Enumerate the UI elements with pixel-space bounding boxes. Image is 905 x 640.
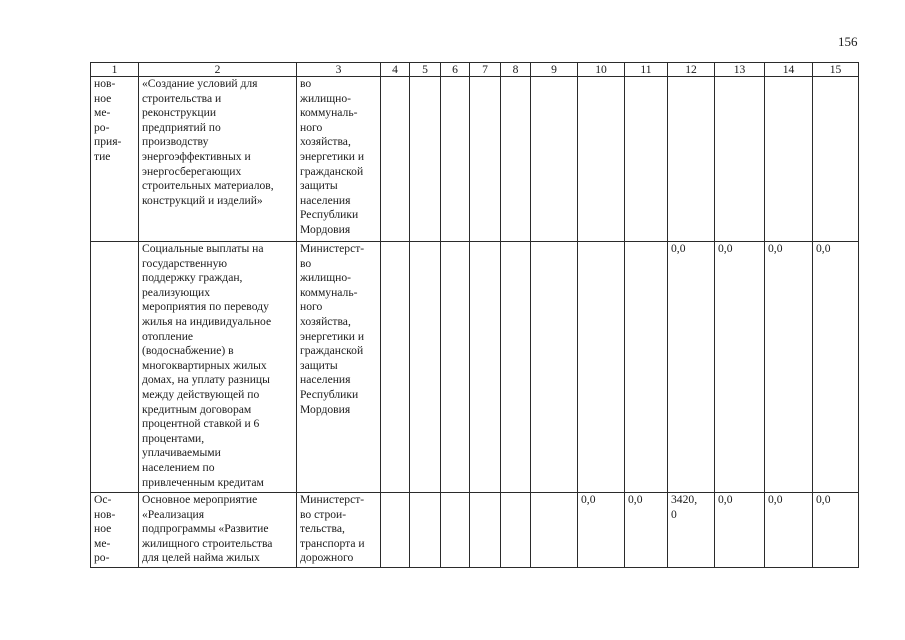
cell-value-c13: [715, 77, 765, 242]
cell-empty: [410, 493, 441, 568]
cell-text-line: подпрограммы «Развитие: [142, 522, 269, 536]
header-row: [91, 63, 859, 77]
cell-text-line: энергетики и: [300, 329, 365, 343]
cell-value-c15: [813, 77, 859, 242]
cell-value-c10: [578, 242, 625, 493]
cell-empty: [381, 77, 410, 242]
cell-text-line: государственную: [142, 256, 228, 270]
cell-text-line: транспорта и: [300, 536, 365, 550]
cell-text-line: процентной ставкой и 6: [142, 417, 260, 431]
cell-text-line: (водоснабжение) в: [142, 344, 234, 358]
cell-text-line: 0,0: [581, 493, 596, 506]
cell-text-line: 3420,: [671, 493, 698, 506]
cell-text-line: «Создание условий для: [142, 77, 258, 90]
cell-text-line: реализующих: [142, 285, 211, 299]
cell-text-line: Ос-: [94, 493, 112, 506]
cell-empty: [501, 242, 531, 493]
column-header: 14: [765, 63, 813, 77]
cell-text-line: нов-: [94, 77, 116, 90]
cell-text-line: ное: [94, 91, 112, 105]
cell-text-line: многоквартирных жилых: [142, 358, 267, 372]
cell-empty: [531, 242, 578, 493]
table-body: [91, 77, 859, 568]
cell-value-c12: [668, 242, 715, 493]
cell-text-line: ме-: [94, 536, 111, 550]
cell-text-line: 0,0: [816, 242, 831, 255]
cell-empty: [441, 493, 470, 568]
column-header: 13: [715, 63, 765, 77]
cell-text-line: поддержку граждан,: [142, 271, 243, 285]
column-header: 12: [668, 63, 715, 77]
cell-text-line: домах, на уплату разницы: [142, 373, 270, 387]
page-number: 156: [838, 34, 858, 49]
cell-text-line: хозяйства,: [300, 314, 351, 328]
cell-text-line: во: [300, 256, 312, 270]
cell-text-line: ное: [94, 522, 112, 536]
cell-text-line: производству: [142, 135, 209, 149]
cell-text-line: конструкций и изделий»: [142, 193, 263, 207]
column-header: 1: [91, 63, 139, 77]
column-header: 9: [531, 63, 578, 77]
cell-description: [139, 242, 297, 493]
cell-value-c12: [668, 77, 715, 242]
column-header: 3: [297, 63, 381, 77]
cell-text-line: во строи-: [300, 507, 347, 521]
cell-text-line: для целей найма жилых: [142, 551, 260, 565]
cell-empty: [501, 493, 531, 568]
cell-text-line: энергетики и: [300, 149, 365, 163]
cell-text-line: реконструкции: [142, 106, 217, 120]
cell-text-line: тельства,: [300, 522, 345, 536]
cell-value-c11: [625, 493, 668, 568]
cell-value-c13: [715, 493, 765, 568]
cell-text-line: строительных материалов,: [142, 179, 274, 193]
cell-text-line: во: [300, 77, 312, 90]
cell-text-line: ро-: [94, 551, 110, 565]
column-header: 11: [625, 63, 668, 77]
cell-text-line: тие: [94, 149, 111, 163]
cell-text-line: энергосберегающих: [142, 164, 242, 178]
cell-responsible: [297, 493, 381, 568]
cell-status: [91, 493, 139, 568]
cell-responsible: [297, 77, 381, 242]
cell-text-line: 0,0: [671, 242, 686, 255]
cell-text-line: жилищно-: [300, 91, 351, 105]
cell-text-line: 0,0: [816, 493, 831, 506]
cell-text-line: 0,0: [768, 242, 783, 255]
cell-text-line: ро-: [94, 120, 110, 134]
cell-status: [91, 242, 139, 493]
cell-empty: [381, 242, 410, 493]
cell-text-line: жилищного строительства: [142, 536, 273, 550]
cell-empty: [470, 493, 501, 568]
column-header: 6: [441, 63, 470, 77]
cell-text-line: мероприятия по переводу: [142, 300, 269, 314]
cell-description: [139, 493, 297, 568]
column-header: 4: [381, 63, 410, 77]
cell-value-c11: [625, 242, 668, 493]
cell-text-line: 0: [671, 507, 677, 521]
cell-text-line: Республики: [300, 387, 359, 401]
cell-text-line: гражданской: [300, 164, 364, 178]
cell-text-line: 0,0: [768, 493, 783, 506]
cell-text-line: ного: [300, 300, 323, 314]
cell-text-line: строительства и: [142, 91, 222, 105]
cell-description: [139, 77, 297, 242]
cell-text-line: Мордовия: [300, 222, 351, 236]
cell-empty: [531, 77, 578, 242]
cell-empty: [501, 77, 531, 242]
cell-text-line: процентами,: [142, 431, 205, 445]
cell-text-line: Республики: [300, 208, 359, 222]
cell-text-line: 0,0: [718, 493, 733, 506]
cell-text-line: отопление: [142, 329, 194, 343]
cell-text-line: прия-: [94, 135, 122, 149]
cell-value-c14: [765, 493, 813, 568]
cell-text-line: коммуналь-: [300, 285, 358, 299]
cell-text-line: жилищно-: [300, 271, 351, 285]
cell-text-line: коммуналь-: [300, 106, 358, 120]
cell-responsible: [297, 242, 381, 493]
cell-text-line: 0,0: [628, 493, 643, 506]
cell-text-line: дорожного: [300, 551, 354, 565]
column-header: 10: [578, 63, 625, 77]
cell-text-line: населения: [300, 373, 351, 387]
cell-empty: [410, 242, 441, 493]
cell-empty: [531, 493, 578, 568]
cell-value-c14: [765, 242, 813, 493]
cell-text-line: уплачиваемыми: [142, 446, 221, 460]
cell-text-line: населением по: [142, 460, 215, 474]
cell-empty: [441, 242, 470, 493]
cell-empty: [410, 77, 441, 242]
cell-text-line: между действующей по: [142, 387, 260, 401]
cell-value-c10: [578, 77, 625, 242]
cell-text-line: населения: [300, 193, 351, 207]
cell-text-line: ного: [300, 120, 323, 134]
cell-text-line: Министерст-: [300, 493, 365, 506]
cell-text-line: гражданской: [300, 344, 364, 358]
cell-text-line: энергоэффективных и: [142, 149, 251, 163]
cell-text-line: ме-: [94, 106, 111, 120]
cell-text-line: привлеченным кредитам: [142, 475, 264, 489]
table-row: [91, 242, 859, 493]
cell-value-c12: [668, 493, 715, 568]
cell-empty: [470, 242, 501, 493]
cell-text-line: Министерст-: [300, 242, 365, 255]
cell-value-c11: [625, 77, 668, 242]
cell-empty: [381, 493, 410, 568]
cell-value-c15: [813, 242, 859, 493]
cell-text-line: нов-: [94, 507, 116, 521]
cell-text-line: «Реализация: [142, 507, 205, 521]
cell-text-line: хозяйства,: [300, 135, 351, 149]
cell-value-c15: [813, 493, 859, 568]
column-header: 5: [410, 63, 441, 77]
column-header: 2: [139, 63, 297, 77]
cell-text-line: защиты: [300, 179, 338, 193]
cell-text-line: жилья на индивидуальное: [142, 314, 272, 328]
cell-text-line: Социальные выплаты на: [142, 242, 264, 255]
cell-value-c10: [578, 493, 625, 568]
cell-empty: [441, 77, 470, 242]
cell-text-line: Основное мероприятие: [142, 493, 258, 506]
table-row: [91, 77, 859, 242]
cell-text-line: защиты: [300, 358, 338, 372]
table-row: [91, 493, 859, 568]
column-header: 7: [470, 63, 501, 77]
column-header: 15: [813, 63, 859, 77]
column-header: 8: [501, 63, 531, 77]
cell-value-c13: [715, 242, 765, 493]
cell-empty: [470, 77, 501, 242]
cell-text-line: кредитным договорам: [142, 402, 252, 416]
cell-text-line: предприятий по: [142, 120, 221, 134]
program-table: [90, 62, 859, 568]
cell-status: [91, 77, 139, 242]
cell-text-line: 0,0: [718, 242, 733, 255]
cell-value-c14: [765, 77, 813, 242]
cell-text-line: Мордовия: [300, 402, 351, 416]
